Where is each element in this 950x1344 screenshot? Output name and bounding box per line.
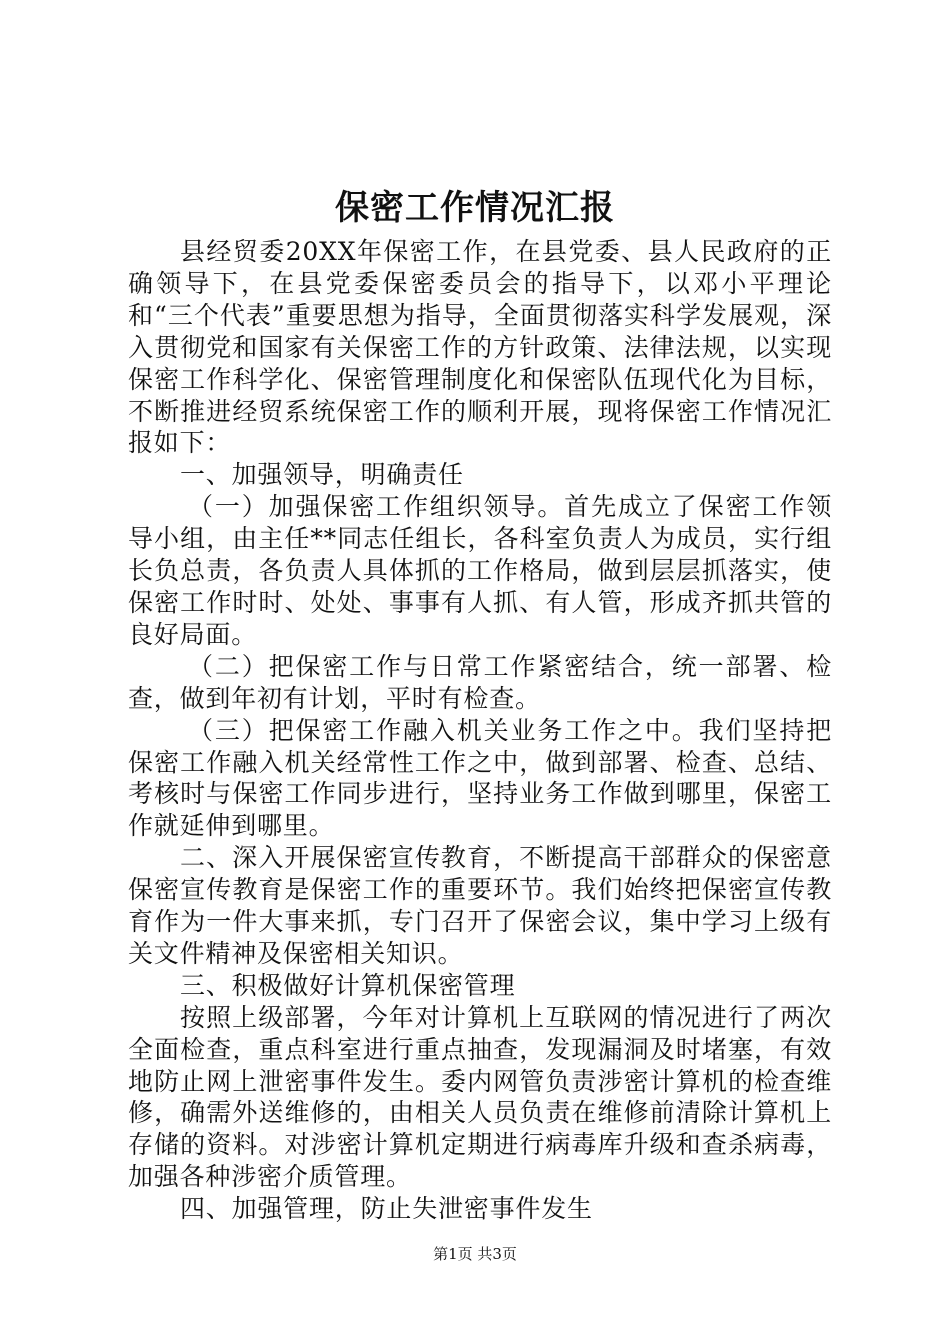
page-footer: 第1页 共3页 xyxy=(433,1245,517,1263)
document-body xyxy=(128,236,832,1225)
paragraph-1-2: （二）把保密工作与日常工作紧密结合，统一部署、检查，做到年初有计划，平时有检查。 xyxy=(128,651,832,713)
section-heading-3: 三、积极做好计算机保密管理 xyxy=(180,970,516,1000)
paragraph-1-3: （三）把保密工作融入机关业务工作之中。我们坚持把保密工作融入机关经常性工作之中，做到部署、检查、总结、考核时与保密工作同步进行，坚持业务工作做到哪里，保密工作就延伸到哪里。 xyxy=(128,715,832,841)
section-heading-2: 二、深入开展保密宣传教育，不断提高干部群众的保密意保密宣传教育是保密工作的重要环节。我们始终把保密宣传教育作为一件大事来抓，专门召开了保密会议，集中学习上级有关文件精神及保密相关知识。 xyxy=(128,843,832,968)
document-title: 保密工作情况汇报 xyxy=(335,188,615,228)
section-heading-1: 一、加强领导，明确责任 xyxy=(180,460,464,490)
paragraph-1-1: （一）加强保密工作组织领导。首先成立了保密工作领导小组，由主任**同志任组长，各科室负责人为成员，实行组长负总责，各负责人具体抓的工作格局，做到层层抓落实，使保密工作时时、处处、事事有人抓、有人管，形成齐抓共管的良好局面。 xyxy=(128,492,832,649)
section-heading-4: 四、加强管理，防止失泄密事件发生 xyxy=(180,1194,593,1224)
paragraph-intro: 县经贸委20XX年保密工作，在县党委、县人民政府的正确领导下，在县党委保密委员会的指导下，以邓小平理论和“三个代表”重要思想为指导，全面贯彻落实科学发展观，深入贯彻党和国家有关保密工作的方针政策、法律法规，以实现保密工作科学化、保密管理制度化和保密队伍现代化为目标，不断推进经贸系统保密工作的顺利开展，现将保密工作情况汇报如下： xyxy=(128,237,832,458)
paragraph-3-body: 按照上级部署，今年对计算机上互联网的情况进行了两次全面检查，重点科室进行重点抽查，发现漏洞及时堵塞，有效地防止网上泄密事件发生。委内网管负责涉密计算机的检查维修，确需外送维修的，由相关人员负责在维修前清除计算机上存储的资料。对涉密计算机定期进行病毒库升级和查杀病毒，加强各种涉密介质管理。 xyxy=(128,1002,832,1192)
